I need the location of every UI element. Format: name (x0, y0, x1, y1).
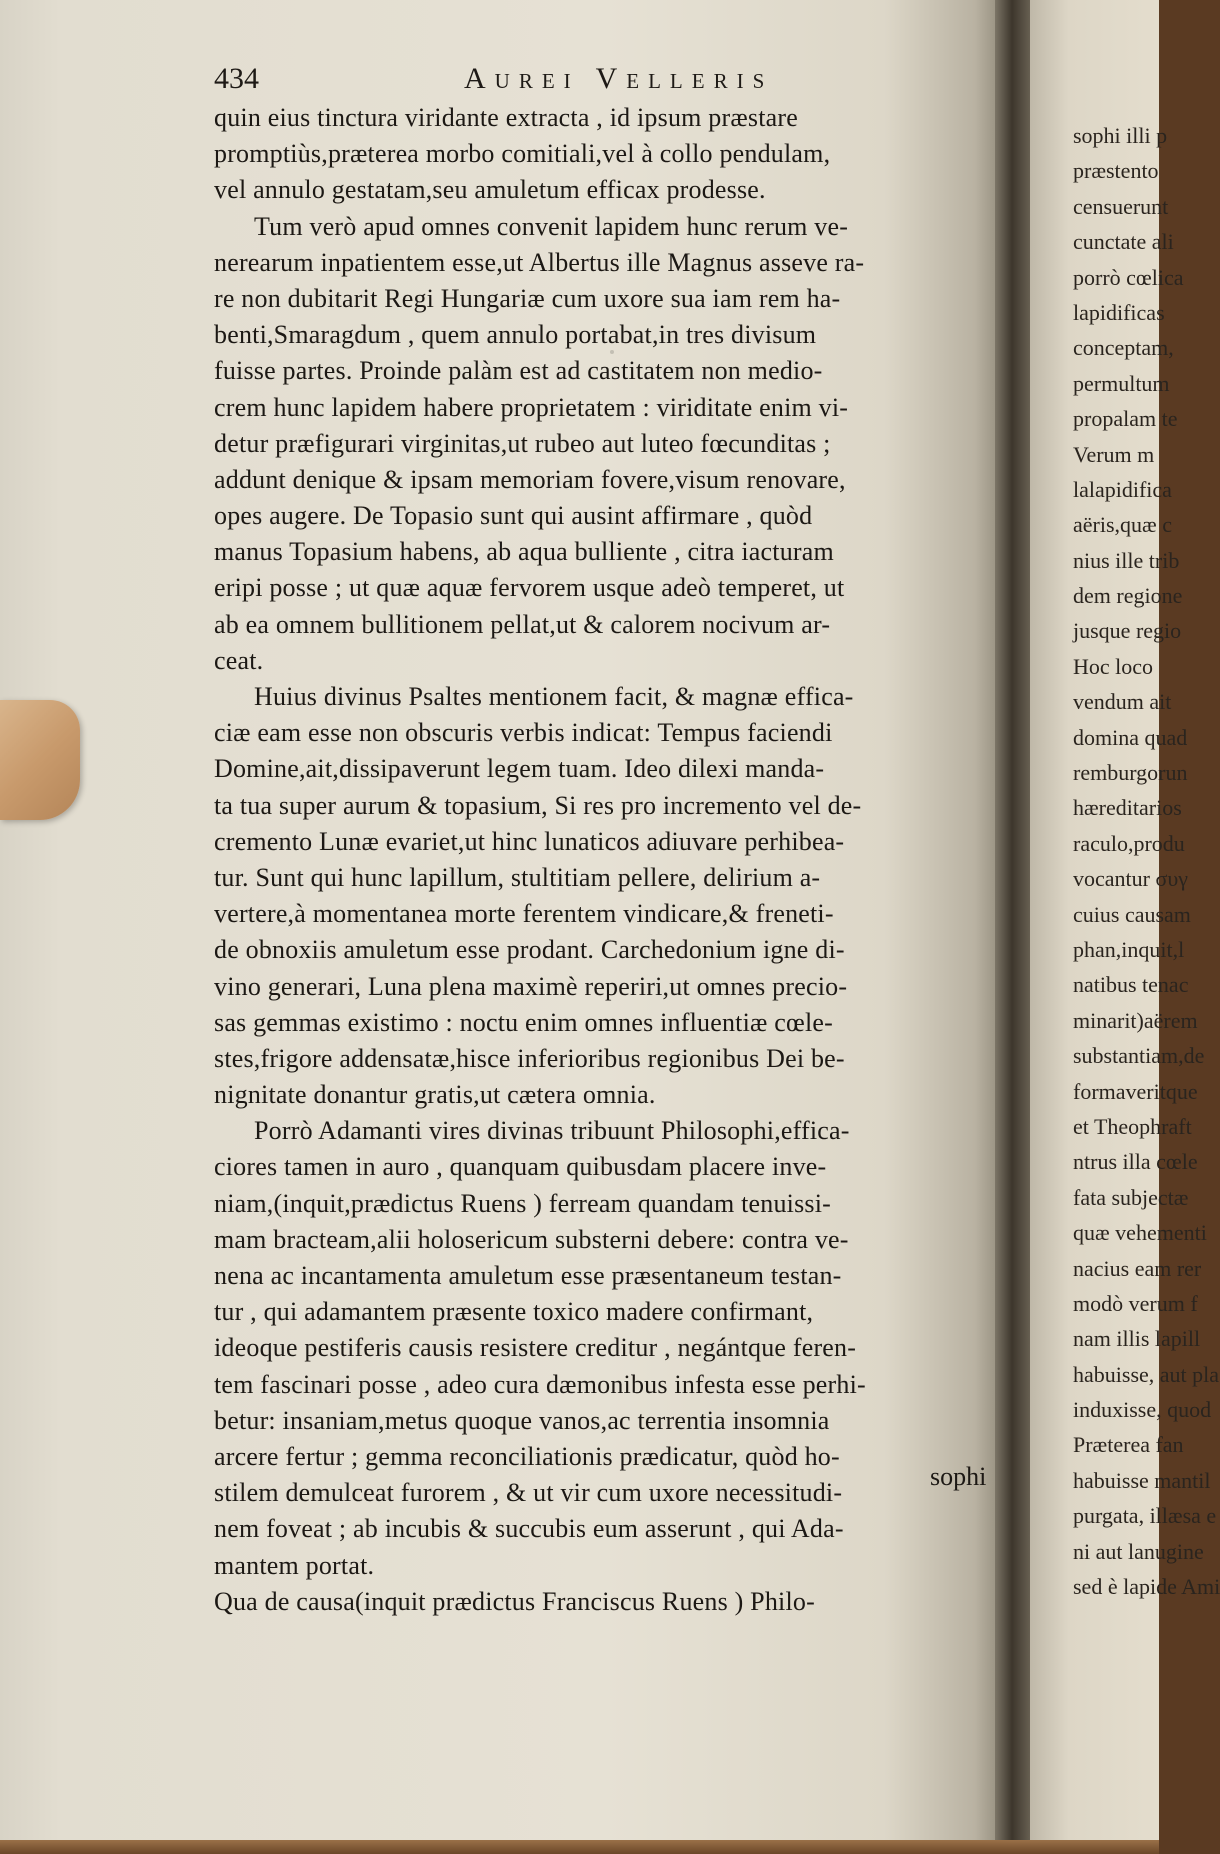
text-line: phan,inquit,l (1073, 936, 1185, 962)
page-header (214, 62, 1004, 102)
text-line: vino generari, Luna plena maximè reperiri,ut omnes precio- (214, 971, 848, 1001)
text-line: quin eius tinctura viridante extracta , id ipsum præstare (214, 103, 798, 132)
paper-speck (610, 350, 614, 354)
text-line: induxisse, quod (1073, 1397, 1212, 1423)
text-line: eripi posse ; ut quæ aquæ fervorem usque adeò temperet, ut (214, 573, 845, 603)
text-line: tur. Sunt qui hunc lapillum, stultitiam pellere, delirium a- (214, 862, 821, 892)
text-line: ideoque pestiferis causis resistere creditur , negántque feren- (214, 1333, 857, 1363)
page-number: 434 (214, 62, 259, 95)
text-line: ab ea omnem bullitionem pellat,ut & calorem nocivum ar- (214, 609, 831, 639)
text-line: addunt denique & ipsam memoriam fovere,visum renovare, (214, 464, 846, 494)
wooden-page-holder (0, 700, 80, 820)
text-line: nacius eam rer (1073, 1255, 1202, 1281)
text-line: natibus tenac (1073, 972, 1189, 998)
text-line: porrò cœlica (1073, 264, 1184, 290)
text-line: dem regione (1073, 583, 1183, 609)
text-line: ciores tamen in auro , quanquam quibusdam placere inve- (214, 1152, 827, 1182)
text-line: sophi illi p (1073, 123, 1168, 148)
text-line: nignitate donantur gratis,ut cætera omnia. (214, 1080, 656, 1110)
text-line: Porrò Adamanti vires divinas tribuunt Philosophi,effica- (254, 1116, 850, 1146)
text-line: nerearum inpatientem esse,ut Albertus ille Magnus asseve ra- (214, 247, 865, 277)
main-text-block (214, 100, 1014, 1620)
text-line: habuisse mantil (1073, 1467, 1211, 1493)
text-line: vertere,à momentanea morte ferentem vindicare,& freneti- (214, 899, 834, 929)
text-line: jusque regio (1073, 618, 1182, 644)
text-line: minarit)aërem (1073, 1007, 1198, 1033)
text-line: lalapidifica (1073, 476, 1172, 502)
text-line: et Theophraft (1073, 1113, 1192, 1139)
text-line: betur: insaniam,metus quoque vanos,ac terrentia insomnia (214, 1405, 830, 1435)
text-line: benti,Smaragdum , quem annulo portabat,in tres divisum (214, 320, 817, 350)
text-line: fuisse partes. Proinde palàm est ad castitatem non medio- (214, 356, 823, 386)
text-line: vocantur συγ (1073, 866, 1188, 892)
right-page-text-block (1073, 118, 1220, 1604)
text-line: mam bracteam,alii holosericum substerni debere: contra ve- (214, 1224, 849, 1254)
text-line: nius ille trib (1073, 547, 1180, 573)
catchword: sophi (930, 1462, 987, 1491)
text-line: ta tua super aurum & topasium, Si res pro incremento vel de- (214, 790, 862, 820)
text-line: cremento Lunæ evariet,ut hinc lunaticos adiuvare perhibea- (214, 826, 845, 856)
text-line: mantem portat. (214, 1550, 375, 1580)
text-line: modò verum f (1073, 1290, 1198, 1316)
text-line: sed è lapide Ami (1073, 1574, 1220, 1600)
text-line: vel annulo gestatam,seu amuletum efficax prodesse. (214, 175, 766, 205)
text-line: nem foveat ; ab incubis & succubis eum asserunt , qui Ada- (214, 1514, 844, 1544)
text-line: cunctate ali (1073, 229, 1174, 255)
text-line: conceptam, (1073, 335, 1174, 361)
text-line: aëris,quæ c (1073, 512, 1172, 538)
text-line: promptiùs,præterea morbo comitiali,vel à collo pendulam, (214, 139, 831, 169)
text-line: quæ vehementi (1073, 1220, 1207, 1246)
book-gutter (995, 0, 1033, 1854)
text-line: detur præfigurari virginitas,ut rubeo aut luteo fœcunditas ; (214, 428, 831, 458)
text-line: arcere fertur ; gemma reconciliationis prædicatur, quòd ho- (214, 1441, 840, 1471)
text-line: remburgorun (1073, 760, 1188, 786)
running-head: Aurei Velleris (464, 62, 774, 95)
text-line: cuius causam (1073, 901, 1191, 927)
wooden-surface-bottom (0, 1840, 1159, 1854)
text-line: ntrus illa cœle (1073, 1149, 1198, 1175)
text-line: permultum (1073, 370, 1170, 396)
text-line: domina quad (1073, 724, 1188, 750)
text-line: tem fascinari posse , adeo cura dæmonibus infesta esse perhi- (214, 1369, 866, 1399)
text-line: ciæ eam esse non obscuris verbis indicat: Tempus faciendi (214, 718, 833, 748)
text-line: de obnoxiis amuletum esse prodant. Carchedonium igne di- (214, 935, 845, 965)
text-line: tur , qui adamantem præsente toxico madere confirmant, (214, 1297, 814, 1327)
text-line: substantiam,de (1073, 1043, 1205, 1069)
text-line: raculo,produ (1073, 830, 1185, 856)
text-line: Hoc loco (1073, 653, 1154, 679)
text-line: re non dubitarit Regi Hungariæ cum uxore sua iam rem ha- (214, 283, 841, 313)
text-line: manus Topasium habens, ab aqua bulliente , citra iacturam (214, 537, 834, 567)
text-line: crem hunc lapidem habere proprietatem : viriditate enim vi- (214, 392, 849, 422)
text-line: Præterea fan (1073, 1432, 1184, 1458)
text-line: stilem demulceat furorem , & ut vir cum uxore necessitudi- (214, 1478, 843, 1508)
text-line: formaveritque (1073, 1078, 1198, 1104)
text-line: opes augere. De Topasio sunt qui ausint affirmare , quòd (214, 501, 813, 531)
text-line: nena ac incantamenta amuletum esse præsentaneum testan- (214, 1261, 842, 1290)
text-line: stes,frigore addensatæ,hisce inferioribus regionibus Dei be- (214, 1043, 845, 1073)
text-line: præstento (1073, 158, 1159, 184)
text-line: habuisse, aut pla (1073, 1361, 1220, 1387)
text-line: Tum verò apud omnes convenit lapidem hunc rerum ve- (254, 211, 849, 241)
text-line: Domine,ait,dissipaverunt legem tuam. Ideo dilexi manda- (214, 754, 825, 784)
text-line: Qua de causa(inquit prædictus Franciscus Ruens ) Philo- (214, 1586, 815, 1616)
text-line: lapidificas (1073, 299, 1165, 325)
text-line: ceat. (214, 645, 264, 675)
text-line: hæreditarios (1073, 795, 1182, 821)
text-line: niam,(inquit,prædictus Ruens ) ferream quandam tenuissi- (214, 1188, 832, 1218)
text-line: propalam te (1073, 406, 1178, 432)
text-line: sas gemmas existimo : noctu enim omnes influentiæ cœle- (214, 1007, 834, 1037)
text-line: vendum ait (1073, 689, 1172, 715)
text-line: purgata, illæsa e (1073, 1503, 1217, 1529)
text-line: ni aut lanugine (1073, 1538, 1204, 1564)
text-line: fata subjectæ (1073, 1184, 1189, 1210)
text-line: Huius divinus Psaltes mentionem facit, & magnæ effica- (254, 682, 854, 711)
text-line: censuerunt (1073, 193, 1169, 219)
text-line: Verum m (1073, 441, 1155, 467)
text-line: nam illis lapill (1073, 1326, 1201, 1352)
